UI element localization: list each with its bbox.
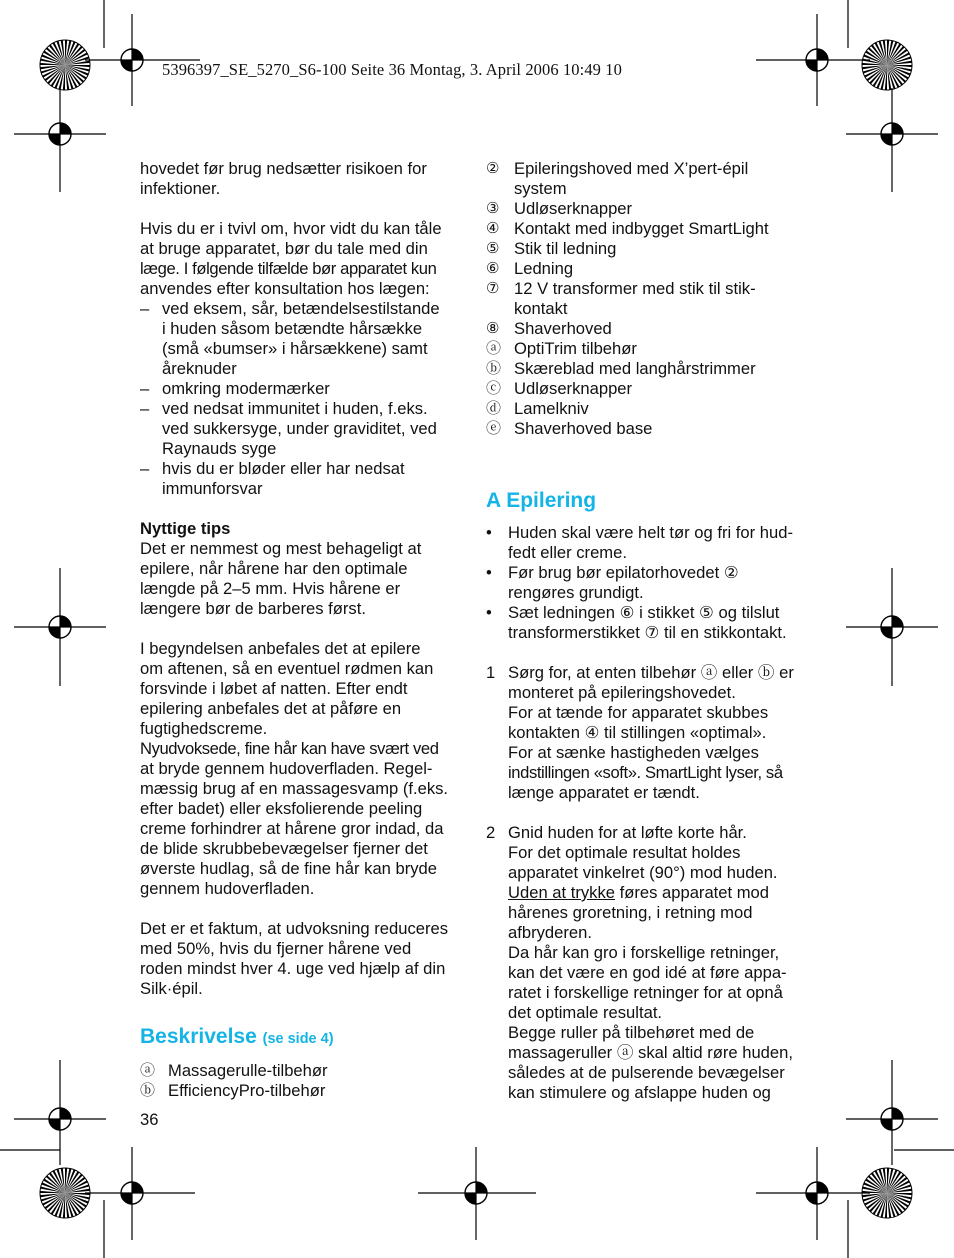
part-item: ⓒ Udløserknapper	[486, 379, 633, 398]
star-target-icon	[862, 1168, 912, 1218]
left-paragraph-3: Det er nemmest og mest behageligt at epilere, når hårene har den optimale længde på 2–5 mm. Hvis hårene er længere bør de barberes først.	[140, 539, 422, 618]
list-item: – hvis du er bløder eller har nedsat immunforsvar	[140, 459, 405, 498]
list-item: – ved nedsat immunitet i huden, f.eks. ved sukkersyge, under graviditet, ved Raynauds syge	[140, 399, 437, 458]
part-item: ⓓ Lamelkniv	[486, 399, 589, 418]
left-paragraph-2: Hvis du er i tvivl om, hvor vidt du kan tåle at bruge apparatet, bør du tale med din læge. I følgende tilfælde bør apparatet kun anvendes efter konsultation hos lægen:	[140, 219, 442, 298]
part-item: ⑧ Shaverhoved	[486, 319, 612, 338]
star-target-icon	[862, 40, 912, 90]
page-number: 36	[140, 1110, 159, 1129]
list-item: – ved eksem, sår, betændelsestilstande i huden såsom betændte hårsække (små «bumser» i hårsækkene) samt åreknuder	[140, 299, 440, 378]
part-item: ⓑ Skæreblad med langhårstrimmer	[486, 359, 756, 378]
list-item: – omkring modermærker	[140, 379, 330, 398]
part-item: ⓑ EfficiencyPro-tilbehør	[140, 1081, 326, 1100]
list-item: • Før brug bør epilatorhovedet ② rengøres grundigt.	[486, 563, 739, 602]
print-slug: 5396397_SE_5270_S6-100 Seite 36 Montag, 3. April 2006 10:49 10	[162, 60, 622, 79]
part-item: ④ Kontakt med indbygget SmartLight	[486, 219, 769, 238]
underlined-phrase: Uden at trykke	[508, 883, 615, 902]
part-item: ⓐ Massagerulle-tilbehør	[140, 1061, 328, 1080]
star-target-icon	[40, 40, 90, 90]
list-item: • Sæt ledningen ⑥ i stikket ⑤ og tilslut transformerstikket ⑦ til en stikkontakt.	[486, 603, 787, 642]
left-paragraph-5: Det er et faktum, at udvoksning reduceres med 50%, hvis du fjerner hårene ved roden mindst hver 4. uge ved hjælp af din Silk·épil.	[140, 919, 449, 998]
part-item: ⑥ Ledning	[486, 259, 574, 278]
right-column	[486, 159, 826, 1103]
step-2: 2 Gnid huden for at løfte korte hår. For det optimale resultat holdes apparatet vinkelret (90°) mod huden. Uden at trykke føres apparatet mod hårenes groretning, i retning mod afbryderen. Da hår kan gro i forskellige retninger, kan det være en god idé at føre appa- ratet i forskellige retninger for at opnå det optimale resultat. Begge ruller på tilbehøret med de massageruller ⓐ skal altid røre huden, således at de pulserende bevægelser kan stimulere og afslappe huden og	[486, 823, 793, 1102]
list-item: • Huden skal være helt tør og fri for hud- fedt eller creme.	[486, 523, 793, 562]
part-item: ⑤ Stik til ledning	[486, 239, 617, 258]
section-heading-beskrivelse: Beskrivelse (se side 4)	[140, 1025, 334, 1048]
part-item: ⑦ 12 V transformer med stik til stik- kontakt	[486, 279, 756, 318]
section-heading-epilering: A Epilering	[486, 489, 597, 512]
star-target-icon	[40, 1168, 90, 1218]
part-item: ⓐ OptiTrim tilbehør	[486, 339, 637, 358]
tips-heading: Nyttige tips	[140, 519, 231, 538]
part-item: ⓔ Shaverhoved base	[486, 419, 653, 438]
step-1: 1 Sørg for, at enten tilbehør ⓐ eller ⓑ er monteret på epileringshovedet. For at tænde for apparatet skubbes kontakten ④ til stillingen «optimal». For at sænke hastigheden vælges indstillingen «soft». SmartLight lyser, så længe apparatet er tændt.	[486, 663, 794, 802]
part-item: ③ Udløserknapper	[486, 199, 633, 218]
left-paragraph-1: hovedet før brug nedsætter risikoen for infektioner.	[140, 159, 427, 198]
left-paragraph-4: I begyndelsen anbefales det at epilere om aftenen, så en eventuel rødmen kan forsvinde i løbet af natten. Efter endt epilering anbefales det at påføre en fugtighedscreme. Nyudvoksede, fine hår kan have svært ved at bryde gennem hudoverfladen. Regel- mæssig brug af en massagesvamp (f.eks. efter badet) eller eksfolierende peeling creme forhindrer at hårene gror indad, da de blide skrubbebevægelser fjerner det øverste hudlag, så de fine hår kan bryde gennem hudoverfladen.	[140, 639, 449, 898]
part-item: ② Epileringshoved med X’pert-épil system	[486, 159, 749, 198]
left-column	[140, 159, 470, 1101]
